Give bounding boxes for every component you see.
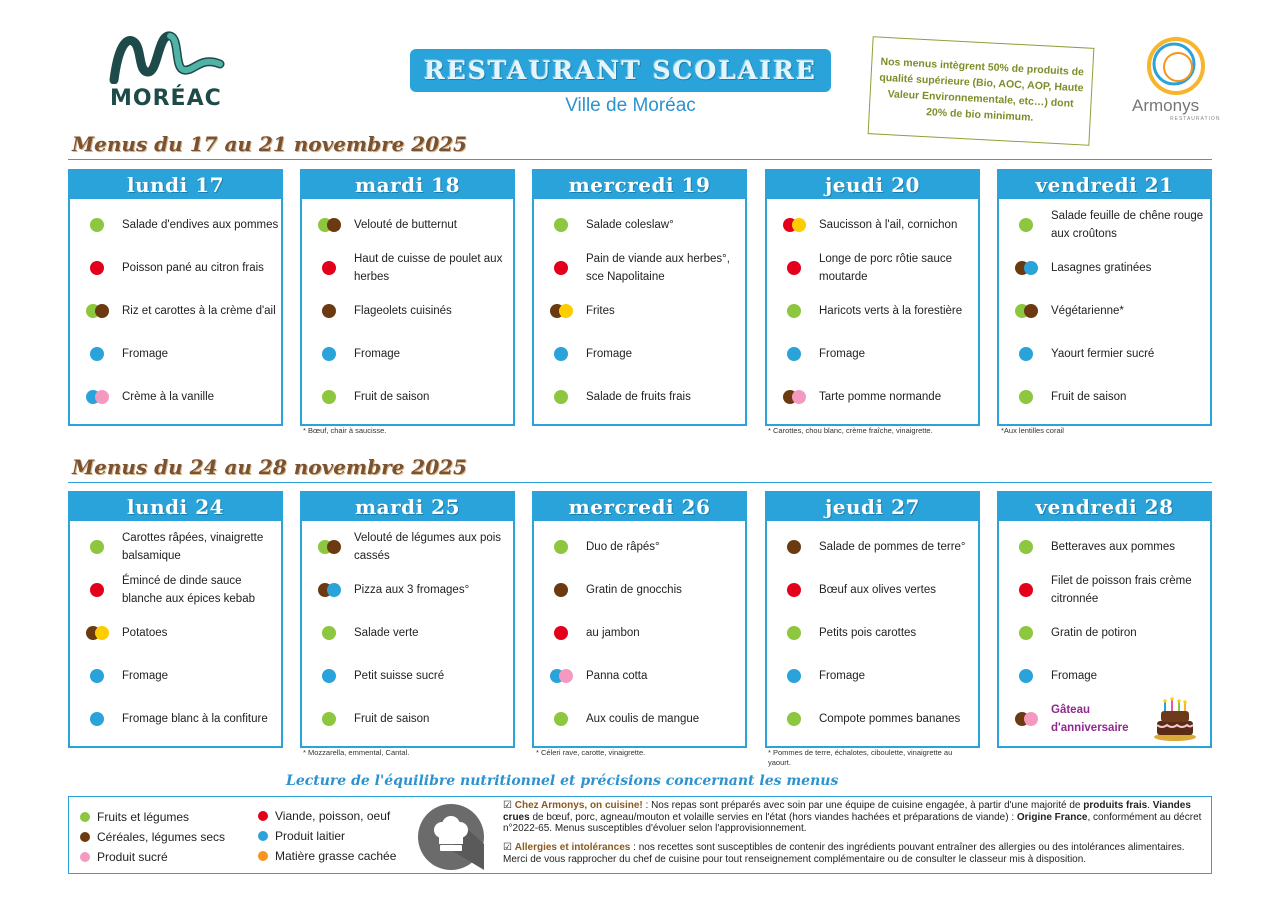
dish-category-dots <box>318 347 344 361</box>
dish-row <box>999 377 1210 417</box>
dish-row <box>70 334 281 374</box>
dish-category-dots <box>1015 390 1041 404</box>
dish-label: Gratin de potiron <box>1051 627 1137 639</box>
dish-category-dots <box>318 540 344 554</box>
green-dot-icon <box>90 540 104 554</box>
brown-dot-icon <box>554 583 568 597</box>
blue-dot-icon <box>322 669 336 683</box>
day-name: mercredi 26 <box>534 493 745 521</box>
day-name: vendredi 21 <box>999 171 1210 199</box>
dish-label: Haut de cuisse de poulet aux herbes <box>354 253 503 283</box>
dish-category-dots <box>86 304 112 318</box>
legend-dot-icon <box>80 812 90 822</box>
dish-label: Petit suisse sucré <box>354 670 445 682</box>
dish-label: Salade feuille de chêne rouge aux croûtons <box>1051 210 1204 240</box>
dish-label: Salade d'endives aux pommes <box>122 219 279 231</box>
legend-dot-icon <box>80 832 90 842</box>
red-dot-icon <box>322 261 336 275</box>
red-dot-icon <box>554 626 568 640</box>
day-card <box>68 491 283 748</box>
dish-row <box>767 248 978 288</box>
dish-category-dots <box>1015 261 1041 275</box>
week-divider <box>68 482 1212 483</box>
pink-dot-icon <box>95 390 109 404</box>
dish-category-dots <box>318 261 344 275</box>
day-card <box>68 169 283 426</box>
dish-row <box>999 570 1210 610</box>
dish-row <box>302 248 513 288</box>
dish-label: Fromage blanc à la confiture <box>122 713 268 725</box>
day-card <box>532 169 747 426</box>
dish-label: Riz et carottes à la crème d'ail <box>122 305 276 317</box>
dish-category-dots <box>318 583 344 597</box>
dish-category-dots <box>86 261 112 275</box>
day-name: jeudi 20 <box>767 171 978 199</box>
dish-row <box>534 377 745 417</box>
dish-label: Longe de porc rôtie sauce moutarde <box>819 253 952 283</box>
red-dot-icon <box>787 261 801 275</box>
dish-category-dots <box>1015 669 1041 683</box>
brown-dot-icon <box>1024 304 1038 318</box>
dish-category-dots <box>86 540 112 554</box>
legend-label: Fruits et légumes <box>97 810 190 824</box>
red-dot-icon <box>554 261 568 275</box>
dish-category-dots <box>783 261 809 275</box>
info-armonys-lead: Chez Armonys, on cuisine! <box>514 800 643 811</box>
dish-row <box>70 527 281 567</box>
day-footnote: * Bœuf, chair à saucisse. <box>303 426 387 435</box>
green-dot-icon <box>322 626 336 640</box>
dish-row <box>534 570 745 610</box>
dish-label: Fromage <box>1051 670 1098 682</box>
blue-dot-icon <box>90 669 104 683</box>
caterer-logo <box>1130 34 1221 124</box>
brown-dot-icon <box>327 540 341 554</box>
dish-label: Flageolets cuisinés <box>354 305 452 317</box>
day-name: vendredi 28 <box>999 493 1210 521</box>
red-dot-icon <box>90 261 104 275</box>
dish-row <box>302 656 513 696</box>
dish-category-dots <box>550 712 576 726</box>
dish-label: Carottes râpées, vinaigrette balsamique <box>122 532 264 562</box>
dish-row <box>999 205 1210 245</box>
dish-row <box>302 334 513 374</box>
dish-row <box>302 570 513 610</box>
town-logo-text: MORÉAC <box>110 86 222 111</box>
dish-row <box>70 699 281 739</box>
dish-label: Végétarienne* <box>1051 305 1124 317</box>
dish-category-dots <box>550 218 576 232</box>
dish-label: Tarte pomme normande <box>819 391 942 403</box>
dish-label: Saucisson à l'ail, cornichon <box>819 219 958 231</box>
dish-label: Crème à la vanille <box>122 391 215 403</box>
chef-hat-icon <box>418 804 484 870</box>
dish-row <box>999 613 1210 653</box>
legend-label: Produit sucré <box>97 850 168 864</box>
info-text: de bœuf, porc, agneau/mouton et volaille servies en l'état (hors viandes hachées et préparations de viande) : <box>529 811 1017 823</box>
green-dot-icon <box>1019 218 1033 232</box>
legend-label: Viande, poisson, oeuf <box>275 809 391 823</box>
town-logo-mark-icon <box>108 28 232 84</box>
legend-item-fat <box>258 849 396 863</box>
dish-category-dots <box>550 669 576 683</box>
dish-row <box>767 527 978 567</box>
dish-label: Yaourt fermier sucré <box>1051 348 1155 360</box>
green-dot-icon <box>554 390 568 404</box>
dish-category-dots <box>86 712 112 726</box>
dish-category-dots <box>1015 218 1041 232</box>
day-footnote: * Carottes, chou blanc, crème fraîche, vinaigrette. <box>768 426 933 435</box>
dish-row <box>70 248 281 288</box>
dish-label: Frites <box>586 305 615 317</box>
dish-row <box>70 570 281 610</box>
dish-category-dots <box>783 347 809 361</box>
dish-row <box>70 656 281 696</box>
day-name: mardi 25 <box>302 493 513 521</box>
dish-row <box>999 291 1210 331</box>
page-title-banner <box>410 49 831 92</box>
caterer-logo-subtext: RESTAURATION <box>1170 116 1221 122</box>
blue-dot-icon <box>90 347 104 361</box>
page-title: RESTAURANT SCOLAIRE <box>424 56 817 85</box>
dish-label: Pizza aux 3 fromages° <box>354 584 470 596</box>
dish-category-dots <box>86 390 112 404</box>
dish-row <box>302 613 513 653</box>
dish-row <box>534 205 745 245</box>
week-divider <box>68 159 1212 160</box>
red-dot-icon <box>1019 583 1033 597</box>
birthday-cake-icon <box>1152 697 1198 741</box>
dish-category-dots <box>86 626 112 640</box>
dish-category-dots <box>783 712 809 726</box>
legend-title: Lecture de l'équilibre nutritionnel et précisions concernant les menus <box>286 773 839 789</box>
green-dot-icon <box>1019 540 1033 554</box>
dish-category-dots <box>1015 583 1041 597</box>
dish-row <box>534 334 745 374</box>
day-name: lundi 17 <box>70 171 281 199</box>
dish-category-dots <box>318 669 344 683</box>
dish-category-dots <box>783 304 809 318</box>
dish-label: Fromage <box>586 348 633 360</box>
blue-dot-icon <box>787 347 801 361</box>
dish-label: au jambon <box>586 627 640 639</box>
dish-label: Lasagnes gratinées <box>1051 262 1152 274</box>
dish-category-dots <box>1015 304 1041 318</box>
day-name: mercredi 19 <box>534 171 745 199</box>
green-dot-icon <box>1019 390 1033 404</box>
red-dot-icon <box>90 583 104 597</box>
dish-row <box>534 656 745 696</box>
green-dot-icon <box>554 712 568 726</box>
dish-category-dots <box>318 390 344 404</box>
dish-label: Aux coulis de mangue <box>586 713 700 725</box>
dish-category-dots <box>783 626 809 640</box>
dish-category-dots <box>550 626 576 640</box>
dish-label: Velouté de légumes aux pois cassés <box>354 532 502 562</box>
dish-label: Fromage <box>819 670 866 682</box>
dish-label: Émincé de dinde sauce blanche aux épices kebab <box>122 575 255 605</box>
dish-category-dots <box>550 261 576 275</box>
day-card <box>532 491 747 748</box>
dish-category-dots <box>550 540 576 554</box>
quality-note <box>868 36 1095 145</box>
pink-dot-icon <box>559 669 573 683</box>
blue-dot-icon <box>1024 261 1038 275</box>
dish-category-dots <box>318 626 344 640</box>
dish-row <box>70 613 281 653</box>
info-armonys <box>503 800 1208 835</box>
day-footnote: *Aux lentilles corail <box>1001 426 1064 435</box>
legend-label: Céréales, légumes secs <box>97 830 226 844</box>
legend-item-cereals <box>80 830 225 844</box>
blue-dot-icon <box>1019 347 1033 361</box>
info-bold: produits frais <box>1083 800 1148 811</box>
dish-row <box>767 570 978 610</box>
day-card <box>300 491 515 748</box>
dish-row <box>534 527 745 567</box>
dish-label: Pain de viande aux herbes°, sce Napolitaine <box>586 253 730 283</box>
brown-dot-icon <box>327 218 341 232</box>
dish-category-dots <box>550 347 576 361</box>
quality-note-text: Nos menus intègrent 50% de produits de qualité supérieure (Bio, AOC, AOP, Haute Valeur Environnementale, etc…) dont 20% de bio minimum. <box>879 55 1085 124</box>
dish-category-dots <box>318 712 344 726</box>
dish-row <box>70 291 281 331</box>
page-subtitle: Ville de Moréac <box>565 95 696 116</box>
dish-label: Fromage <box>122 348 169 360</box>
dish-row <box>302 205 513 245</box>
dish-category-dots <box>1015 626 1041 640</box>
dish-row <box>767 613 978 653</box>
dish-label: Salade de fruits frais <box>586 391 691 403</box>
blue-dot-icon <box>90 712 104 726</box>
dish-label: Poisson pané au citron frais <box>122 262 264 274</box>
legend-dot-icon <box>258 851 268 861</box>
dish-category-dots <box>318 304 344 318</box>
dish-label: Salade de pommes de terre° <box>819 541 966 553</box>
dish-row <box>767 291 978 331</box>
legend-item-dairy <box>258 829 345 843</box>
caterer-logo-rings-icon <box>1140 34 1210 98</box>
dish-row <box>302 377 513 417</box>
dish-label: Fruit de saison <box>1051 391 1127 403</box>
week-title: Menus du 24 au 28 novembre 2025 <box>72 455 467 479</box>
brown-dot-icon <box>787 540 801 554</box>
legend-item-sugar <box>80 850 168 864</box>
pink-dot-icon <box>792 390 806 404</box>
dish-category-dots <box>318 218 344 232</box>
day-footnote: * Pommes de terre, échalotes, ciboulette, vinaigrette au yaourt. <box>768 748 953 767</box>
dish-category-dots <box>1015 540 1041 554</box>
info-text: : nos recettes sont susceptibles de contenir des ingrédients pouvant entraîner des allergies ou des intolérances alimentaires. Merci de vous rapprocher du chef de cuisine pour tout renseignement complémentaire ou de consulter le classeur mis à disposition. <box>503 842 1185 865</box>
dish-label: Fromage <box>819 348 866 360</box>
info-text: , conformément au décret n°2022-65. Menus susceptibles d'évoluer selon l'approvisionnement. <box>503 811 1202 834</box>
info-allergies-lead: Allergies et intolérances <box>514 842 631 853</box>
day-name: mardi 18 <box>302 171 513 199</box>
dish-row <box>767 699 978 739</box>
day-footnote: * Céleri rave, carotte, vinaigrette. <box>536 748 646 757</box>
dish-label: Fruit de saison <box>354 391 430 403</box>
legend-item-meat <box>258 809 390 823</box>
dish-label: Gratin de gnocchis <box>586 584 682 596</box>
green-dot-icon <box>554 540 568 554</box>
dish-label: Salade verte <box>354 627 419 639</box>
info-bold: Viandes crues <box>503 800 1191 823</box>
dish-label: Salade coleslaw° <box>586 219 674 231</box>
legend-dot-icon <box>258 811 268 821</box>
day-card <box>765 169 980 426</box>
green-dot-icon <box>322 712 336 726</box>
legend-dot-icon <box>80 852 90 862</box>
yellow-dot-icon <box>792 218 806 232</box>
yellow-dot-icon <box>559 304 573 318</box>
dish-category-dots <box>550 390 576 404</box>
dish-row <box>302 291 513 331</box>
dish-row <box>534 613 745 653</box>
dish-label: Betteraves aux pommes <box>1051 541 1176 553</box>
dish-label: Bœuf aux olives vertes <box>819 584 936 596</box>
dish-category-dots <box>1015 712 1041 726</box>
brown-dot-icon <box>95 304 109 318</box>
dish-row <box>302 699 513 739</box>
dish-category-dots <box>86 218 112 232</box>
dish-label: Fromage <box>354 348 401 360</box>
legend-dot-icon <box>258 831 268 841</box>
dish-label: Petits pois carottes <box>819 627 917 639</box>
dish-row <box>534 248 745 288</box>
dish-label: Potatoes <box>122 627 168 639</box>
dish-category-dots <box>783 540 809 554</box>
dish-category-dots <box>783 583 809 597</box>
dish-row <box>767 334 978 374</box>
info-text: : Nos repas sont préparés avec soin par une équipe de cuisine engagée, à partir d'une majorité de <box>642 800 1084 811</box>
dish-row <box>534 291 745 331</box>
legend-label: Produit laitier <box>275 829 346 843</box>
dish-row <box>767 205 978 245</box>
blue-dot-icon <box>327 583 341 597</box>
dish-label: Panna cotta <box>586 670 648 682</box>
green-dot-icon <box>787 304 801 318</box>
blue-dot-icon <box>322 347 336 361</box>
legend-label: Matière grasse cachée <box>275 849 397 863</box>
info-text: . <box>1147 800 1150 811</box>
dish-label: Filet de poisson frais crème citronnée <box>1051 575 1192 605</box>
check-icon: ☑ <box>503 842 512 853</box>
dish-label: Duo de râpés° <box>586 541 660 553</box>
dish-row <box>70 377 281 417</box>
dish-category-dots <box>86 583 112 597</box>
dish-label: Gâteau d'anniversaire <box>1051 704 1129 734</box>
green-dot-icon <box>322 390 336 404</box>
dish-category-dots <box>86 347 112 361</box>
dish-row <box>999 527 1210 567</box>
legend-item-fruits <box>80 810 189 824</box>
check-icon: ☑ <box>503 800 512 811</box>
dish-label: Fruit de saison <box>354 713 430 725</box>
dish-category-dots <box>783 218 809 232</box>
dish-row <box>999 248 1210 288</box>
info-bold: Origine France <box>1016 811 1088 823</box>
day-card <box>765 491 980 748</box>
dish-row <box>767 656 978 696</box>
blue-dot-icon <box>787 669 801 683</box>
red-dot-icon <box>787 583 801 597</box>
dish-label: Compote pommes bananes <box>819 713 961 725</box>
caterer-logo-text: Armonys <box>1132 96 1200 115</box>
brown-dot-icon <box>322 304 336 318</box>
green-dot-icon <box>787 712 801 726</box>
day-footnote: * Mozzarella, emmental, Cantal. <box>303 748 410 757</box>
dish-row <box>999 656 1210 696</box>
dish-label: Velouté de butternut <box>354 219 457 231</box>
yellow-dot-icon <box>95 626 109 640</box>
day-name: jeudi 27 <box>767 493 978 521</box>
town-logo <box>108 28 232 114</box>
dish-row <box>767 377 978 417</box>
dish-row <box>302 527 513 567</box>
dish-category-dots <box>550 304 576 318</box>
blue-dot-icon <box>1019 669 1033 683</box>
dish-category-dots <box>86 669 112 683</box>
week-title: Menus du 17 au 21 novembre 2025 <box>72 132 467 156</box>
green-dot-icon <box>1019 626 1033 640</box>
dish-category-dots <box>550 583 576 597</box>
green-dot-icon <box>90 218 104 232</box>
green-dot-icon <box>554 218 568 232</box>
dish-category-dots <box>783 390 809 404</box>
dish-category-dots <box>783 669 809 683</box>
green-dot-icon <box>787 626 801 640</box>
day-card <box>300 169 515 426</box>
blue-dot-icon <box>554 347 568 361</box>
dish-label: Haricots verts à la forestière <box>819 305 963 317</box>
dish-row <box>70 205 281 245</box>
day-card <box>997 169 1212 426</box>
dish-label: Fromage <box>122 670 169 682</box>
dish-category-dots <box>1015 347 1041 361</box>
day-name: lundi 24 <box>70 493 281 521</box>
pink-dot-icon <box>1024 712 1038 726</box>
info-allergies <box>503 842 1208 865</box>
dish-row <box>999 334 1210 374</box>
dish-row <box>534 699 745 739</box>
